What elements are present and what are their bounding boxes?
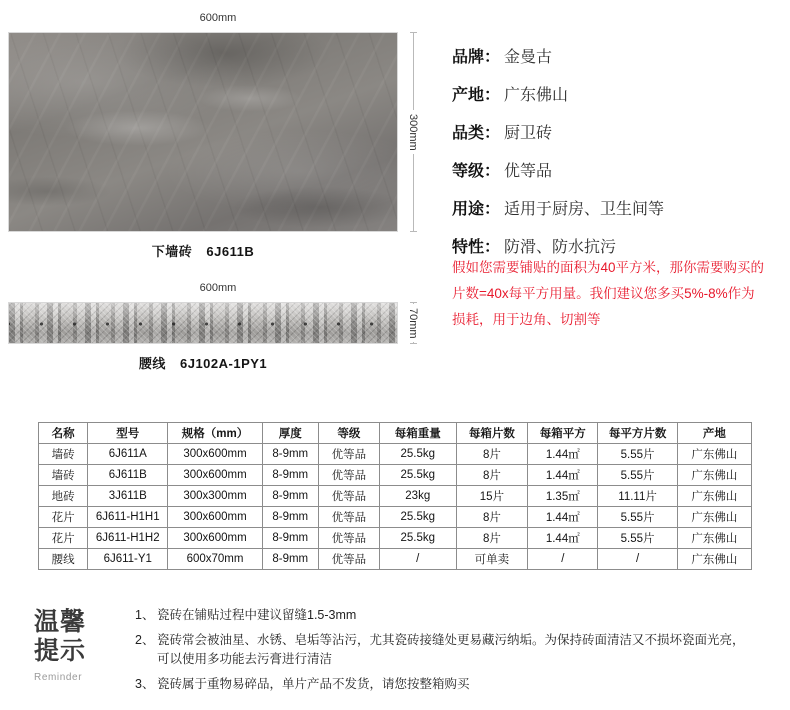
tile-width-dimension: [8, 10, 428, 32]
attribute-value: 金曼古: [504, 49, 553, 66]
table-row: [39, 486, 752, 507]
tip-text: 瓷砖在铺贴过程中建议留缝1.5-3mm: [157, 608, 357, 622]
attribute-separator: ：: [484, 201, 501, 218]
strip-height-label: 70mm: [407, 304, 419, 343]
attribute-separator: ：: [484, 239, 501, 256]
cell-spec: 300x600mm: [168, 465, 262, 486]
cell-thickness: 8-9mm: [262, 465, 318, 486]
attribute-value: 厨卫砖: [504, 125, 553, 142]
waistline-caption: [8, 344, 398, 372]
cell-box-area: 1.44㎡: [528, 528, 598, 549]
attribute-row-origin: [452, 82, 782, 105]
strip-height-dimension: [398, 302, 428, 344]
cell-model: 6J611-Y1: [88, 549, 168, 570]
cell-box-area: 1.44㎡: [528, 465, 598, 486]
cell-model: 3J611B: [88, 486, 168, 507]
attribute-row-brand: [452, 44, 782, 67]
cell-origin: 广东佛山: [677, 549, 751, 570]
cell-box-pieces: 可单卖: [456, 549, 528, 570]
tip-number: 1、: [135, 608, 155, 622]
tile-texture-highlights: [9, 33, 397, 231]
tile-figure-wall: [8, 10, 428, 260]
attribute-row-feature: [452, 234, 782, 257]
table-header-cell: 每箱片数: [456, 423, 528, 444]
cell-model: 6J611-H1H2: [88, 528, 168, 549]
tip-number: 3、: [135, 677, 155, 691]
table-header-cell: 每平方片数: [598, 423, 677, 444]
wall-tile-image: [8, 32, 398, 232]
table-header-cell: 等级: [318, 423, 379, 444]
wall-tile-caption-name: 下墙砖: [151, 244, 193, 259]
attribute-separator: ：: [484, 87, 501, 104]
cell-spec: 300x600mm: [168, 507, 262, 528]
table-header-cell: 型号: [88, 423, 168, 444]
cell-origin: 广东佛山: [677, 444, 751, 465]
cell-box-pieces: 15片: [456, 486, 528, 507]
cell-box-area: 1.44㎡: [528, 444, 598, 465]
attribute-value: 适用于厨房、卫生间等: [504, 201, 665, 218]
cell-name: 花片: [39, 507, 88, 528]
cell-pieces-per-sqm: 11.11片: [598, 486, 677, 507]
cell-box-pieces: 8片: [456, 528, 528, 549]
reminder-subtitle: Reminder: [34, 672, 83, 683]
product-attribute-list: [452, 44, 782, 272]
cell-box-weight: 25.5kg: [379, 444, 456, 465]
cell-pieces-per-sqm: 5.55片: [598, 465, 677, 486]
cell-name: 花片: [39, 528, 88, 549]
table-header-cell: 每箱平方: [528, 423, 598, 444]
attribute-key: 品类: [452, 125, 485, 142]
table-row: [39, 444, 752, 465]
cell-origin: 广东佛山: [677, 465, 751, 486]
cell-box-area: 1.44㎡: [528, 507, 598, 528]
attribute-key: 用途: [452, 201, 485, 218]
tile-width-label: 600mm: [196, 12, 241, 24]
table-header-cell: 厚度: [262, 423, 318, 444]
strip-width-dimension: [8, 280, 428, 302]
cell-model: 6J611B: [88, 465, 168, 486]
cell-box-area: 1.35㎡: [528, 486, 598, 507]
tile-height-label: 300mm: [407, 110, 419, 155]
strip-texture-shine: [9, 303, 397, 343]
cell-origin: 广东佛山: [677, 528, 751, 549]
cell-thickness: 8-9mm: [262, 549, 318, 570]
cell-pieces-per-sqm: 5.55片: [598, 507, 677, 528]
cell-box-weight: 25.5kg: [379, 528, 456, 549]
attribute-value: 防滑、防水抗污: [504, 239, 617, 256]
cell-name: 墙砖: [39, 465, 88, 486]
cell-box-pieces: 8片: [456, 465, 528, 486]
cell-origin: 广东佛山: [677, 486, 751, 507]
list-item: [135, 631, 755, 669]
reminder-tip-list: [135, 606, 755, 700]
tip-number: 2、: [135, 633, 155, 647]
cell-box-pieces: 8片: [456, 444, 528, 465]
attribute-value: 广东佛山: [504, 87, 569, 104]
reminder-title-line2: 提示: [34, 637, 87, 665]
attribute-value: 优等品: [504, 163, 553, 180]
cell-name: 地砖: [39, 486, 88, 507]
cell-spec: 600x70mm: [168, 549, 262, 570]
cell-pieces-per-sqm: 5.55片: [598, 444, 677, 465]
table-row: [39, 528, 752, 549]
attribute-key: 特性: [452, 239, 485, 256]
cell-grade: 优等品: [318, 528, 379, 549]
wall-tile-caption-code: 6J611B: [206, 244, 255, 259]
table-header-cell: 名称: [39, 423, 88, 444]
waistline-caption-name: 腰线: [138, 356, 166, 371]
cell-thickness: 8-9mm: [262, 486, 318, 507]
cell-pieces-per-sqm: 5.55片: [598, 528, 677, 549]
table-row: [39, 507, 752, 528]
cell-grade: 优等品: [318, 507, 379, 528]
cell-name: 腰线: [39, 549, 88, 570]
cell-origin: 广东佛山: [677, 507, 751, 528]
cell-pieces-per-sqm: /: [598, 549, 677, 570]
wall-tile-caption: [8, 232, 398, 260]
waistline-caption-code: 6J102A-1PY1: [179, 356, 268, 371]
purchase-estimate-note: 假如您需要铺贴的面积为40平方米，那你需要购买的片数=40x每平方用量。我们建议您多买5%-8%作为损耗，用于边角、切割等: [452, 260, 765, 327]
cell-name: 墙砖: [39, 444, 88, 465]
cell-spec: 300x300mm: [168, 486, 262, 507]
table-header-cell: 每箱重量: [379, 423, 456, 444]
attribute-key: 品牌: [452, 49, 485, 66]
tile-figure-waistline: [8, 280, 428, 372]
list-item: [135, 675, 755, 694]
cell-grade: 优等品: [318, 549, 379, 570]
strip-width-label: 600mm: [196, 282, 241, 294]
attribute-row-category: [452, 120, 782, 143]
cell-box-weight: 23kg: [379, 486, 456, 507]
table-row: [39, 549, 752, 570]
cell-thickness: 8-9mm: [262, 507, 318, 528]
table-header-row: [39, 423, 752, 444]
list-item: [135, 606, 755, 625]
attribute-key: 等级: [452, 163, 485, 180]
cell-spec: 300x600mm: [168, 528, 262, 549]
attribute-separator: ：: [484, 125, 501, 142]
tip-text: 瓷砖属于重物易碎品，单片产品不发货，请您按整箱购买: [157, 677, 470, 691]
tile-height-dimension: [398, 32, 428, 232]
table-header-cell: 规格（mm）: [168, 423, 262, 444]
reminder-title-line1: 温馨: [34, 608, 87, 636]
cell-grade: 优等品: [318, 486, 379, 507]
cell-thickness: 8-9mm: [262, 528, 318, 549]
table-header-cell: 产地: [677, 423, 751, 444]
cell-spec: 300x600mm: [168, 444, 262, 465]
cell-box-pieces: 8片: [456, 507, 528, 528]
cell-model: 6J611A: [88, 444, 168, 465]
cell-grade: 优等品: [318, 444, 379, 465]
attribute-row-usage: [452, 196, 782, 219]
cell-model: 6J611-H1H1: [88, 507, 168, 528]
tip-text: 瓷砖常会被油星、水锈、皂垢等沾污，尤其瓷砖接缝处更易藏污纳垢。为保持砖面清洁又不损坏瓷面光亮，可以使用多功能去污膏进行清洁: [157, 633, 745, 666]
attribute-key: 产地: [452, 87, 485, 104]
table-row: [39, 465, 752, 486]
cell-box-area: /: [528, 549, 598, 570]
attribute-row-grade: [452, 158, 782, 181]
attribute-separator: ：: [484, 163, 501, 180]
attribute-separator: ：: [484, 49, 501, 66]
cell-thickness: 8-9mm: [262, 444, 318, 465]
cell-box-weight: 25.5kg: [379, 507, 456, 528]
cell-box-weight: 25.5kg: [379, 465, 456, 486]
waistline-tile-image: [8, 302, 398, 344]
reminder-heading: [34, 608, 134, 683]
specification-table: [38, 422, 752, 570]
cell-grade: 优等品: [318, 465, 379, 486]
cell-box-weight: /: [379, 549, 456, 570]
